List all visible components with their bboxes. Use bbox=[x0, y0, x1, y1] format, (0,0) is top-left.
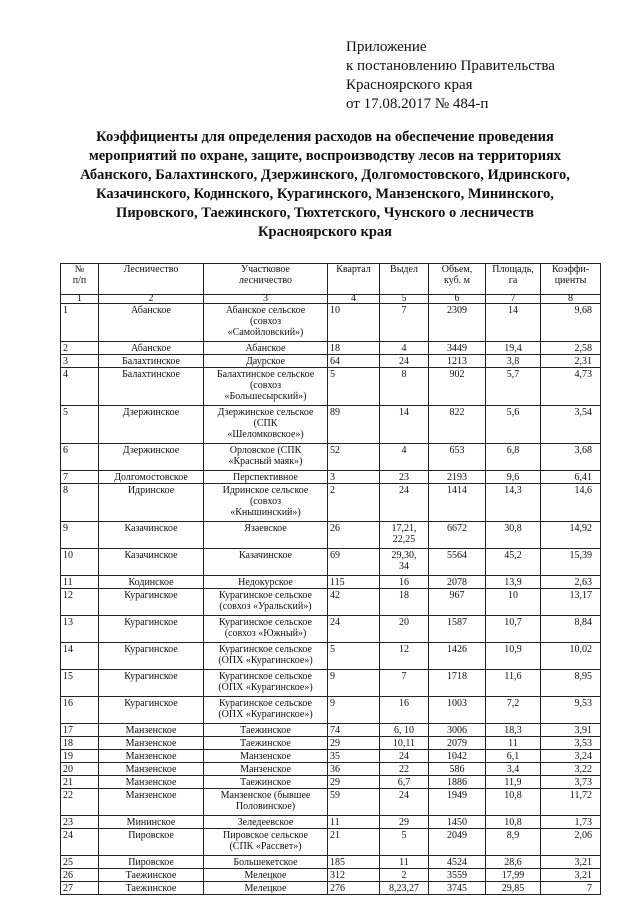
table-cell: 42 bbox=[328, 589, 380, 616]
table-cell: 1450 bbox=[429, 816, 486, 829]
table-cell: 2,31 bbox=[541, 355, 601, 368]
table-cell: 15 bbox=[61, 670, 99, 697]
table-row bbox=[61, 342, 601, 355]
table-row bbox=[61, 882, 601, 895]
table-cell: Идринское bbox=[99, 484, 204, 522]
table-cell: 18 bbox=[380, 589, 429, 616]
column-number: 5 bbox=[380, 295, 429, 304]
table-cell: 21 bbox=[328, 829, 380, 856]
table-cell: Дзержинское сельское (СПК «Шеломковское») bbox=[204, 406, 328, 444]
table-cell: 18,3 bbox=[486, 724, 541, 737]
appendix-line: Приложение bbox=[346, 39, 427, 55]
table-cell: 29,85 bbox=[486, 882, 541, 895]
table-cell: Манзенское bbox=[99, 776, 204, 789]
table-cell: 1414 bbox=[429, 484, 486, 522]
column-number: 1 bbox=[61, 295, 99, 304]
table-cell: 6,1 bbox=[486, 750, 541, 763]
table-cell: 30,8 bbox=[486, 522, 541, 549]
table-cell: 8,95 bbox=[541, 670, 601, 697]
table-row bbox=[61, 724, 601, 737]
table-cell: Пировское сельское (СПК «Рассвет») bbox=[204, 829, 328, 856]
table-cell: 17 bbox=[61, 724, 99, 737]
table-cell: 9,6 bbox=[486, 471, 541, 484]
table-cell: 14 bbox=[380, 406, 429, 444]
table-cell: 2049 bbox=[429, 829, 486, 856]
table-cell: Зеледеевское bbox=[204, 816, 328, 829]
table-cell: Казачинское bbox=[204, 549, 328, 576]
table-cell: Язаевское bbox=[204, 522, 328, 549]
table-cell: 29,30, 34 bbox=[380, 549, 429, 576]
table-cell: 6672 bbox=[429, 522, 486, 549]
table-cell: Кодинское bbox=[99, 576, 204, 589]
table-row bbox=[61, 522, 601, 549]
table-cell: 4524 bbox=[429, 856, 486, 869]
table-cell: Дзержинское bbox=[99, 406, 204, 444]
table-cell: Курагинское сельское (совхоз «Южный») bbox=[204, 616, 328, 643]
table-row bbox=[61, 576, 601, 589]
table-cell: 16 bbox=[380, 697, 429, 724]
table-cell: 11,6 bbox=[486, 670, 541, 697]
table-cell: 3,4 bbox=[486, 763, 541, 776]
table-cell: 25 bbox=[61, 856, 99, 869]
table-cell: Курагинское bbox=[99, 697, 204, 724]
table-cell: 5564 bbox=[429, 549, 486, 576]
table-cell: 8 bbox=[380, 368, 429, 406]
table-cell: Манзенское bbox=[204, 750, 328, 763]
table-cell: Абанское сельское (совхоз «Самойловский») bbox=[204, 304, 328, 342]
table-cell: 64 bbox=[328, 355, 380, 368]
table-cell: Недокурское bbox=[204, 576, 328, 589]
table-cell: 2,58 bbox=[541, 342, 601, 355]
table-cell: 2078 bbox=[429, 576, 486, 589]
table-cell: Абанское bbox=[99, 304, 204, 342]
table-cell: 9 bbox=[328, 670, 380, 697]
table-row bbox=[61, 368, 601, 406]
table-cell: 4,73 bbox=[541, 368, 601, 406]
table-cell: 3,22 bbox=[541, 763, 601, 776]
table-cell: 1426 bbox=[429, 643, 486, 670]
table-row bbox=[61, 471, 601, 484]
table-cell: Мелецкое bbox=[204, 869, 328, 882]
table-cell: 11 bbox=[380, 856, 429, 869]
table-cell: Манзенское bbox=[204, 763, 328, 776]
table-cell: Перспективное bbox=[204, 471, 328, 484]
table-cell: Курагинское bbox=[99, 589, 204, 616]
table-cell: Курагинское сельское (совхоз «Уральский») bbox=[204, 589, 328, 616]
table-cell: Курагинское сельское (ОПХ «Курагинское») bbox=[204, 670, 328, 697]
table-cell: Долгомостовское bbox=[99, 471, 204, 484]
table-row bbox=[61, 444, 601, 471]
table-cell: 5 bbox=[380, 829, 429, 856]
table-cell: 7,2 bbox=[486, 697, 541, 724]
table-row bbox=[61, 670, 601, 697]
table-cell: 10 bbox=[61, 549, 99, 576]
table-cell: 3006 bbox=[429, 724, 486, 737]
column-header: Коэффи- циенты bbox=[541, 264, 601, 295]
table-header bbox=[61, 264, 601, 304]
table-cell: 822 bbox=[429, 406, 486, 444]
column-number: 6 bbox=[429, 295, 486, 304]
table-cell: Курагинское bbox=[99, 616, 204, 643]
column-number: 4 bbox=[328, 295, 380, 304]
table-cell: 2 bbox=[328, 484, 380, 522]
table-cell: 24 bbox=[380, 484, 429, 522]
table-cell: 74 bbox=[328, 724, 380, 737]
table-row bbox=[61, 406, 601, 444]
table-cell: 6,41 bbox=[541, 471, 601, 484]
table-cell: 24 bbox=[328, 616, 380, 643]
table-cell: Балахтинское bbox=[99, 368, 204, 406]
table-cell: 4 bbox=[380, 444, 429, 471]
table-cell: Манзенское bbox=[99, 737, 204, 750]
table-cell: 11,72 bbox=[541, 789, 601, 816]
table-cell: 12 bbox=[61, 589, 99, 616]
table-cell: 10,8 bbox=[486, 789, 541, 816]
table-cell: 3,91 bbox=[541, 724, 601, 737]
table-cell: 902 bbox=[429, 368, 486, 406]
table-row bbox=[61, 355, 601, 368]
table-cell: 6,7 bbox=[380, 776, 429, 789]
table-cell: 11,9 bbox=[486, 776, 541, 789]
table-cell: 59 bbox=[328, 789, 380, 816]
table-cell: Манзенское (бывшее Половинское) bbox=[204, 789, 328, 816]
table-cell: 653 bbox=[429, 444, 486, 471]
appendix-line: к постановлению Правительства bbox=[346, 58, 555, 74]
table-cell: 24 bbox=[61, 829, 99, 856]
table-cell: 185 bbox=[328, 856, 380, 869]
title-line: мероприятий по охране, защите, воспроизводству лесов на территориях bbox=[88, 148, 562, 164]
table-cell: 3,54 bbox=[541, 406, 601, 444]
table-row bbox=[61, 750, 601, 763]
table-cell: 2193 bbox=[429, 471, 486, 484]
title-line: Казачинского, Кодинского, Курагинского, Манзенского, Мининского, bbox=[96, 186, 554, 202]
table-cell: 1003 bbox=[429, 697, 486, 724]
table-cell: 24 bbox=[380, 355, 429, 368]
table-cell: 3,24 bbox=[541, 750, 601, 763]
table-cell: 5 bbox=[328, 368, 380, 406]
table-cell: 4 bbox=[61, 368, 99, 406]
column-header: Выдел bbox=[380, 264, 429, 295]
table-row bbox=[61, 816, 601, 829]
document-title bbox=[30, 128, 620, 242]
table-cell: 2 bbox=[61, 342, 99, 355]
table-cell: Абанское bbox=[99, 342, 204, 355]
table-cell: 35 bbox=[328, 750, 380, 763]
table-cell: 26 bbox=[61, 869, 99, 882]
table-cell: Курагинское bbox=[99, 643, 204, 670]
title-line: Коэффициенты для определения расходов на обеспечение проведения bbox=[96, 129, 554, 145]
table-cell: 18 bbox=[61, 737, 99, 750]
table-cell: 10,11 bbox=[380, 737, 429, 750]
table-cell: 2,06 bbox=[541, 829, 601, 856]
table-cell: 18 bbox=[328, 342, 380, 355]
table-cell: 9,53 bbox=[541, 697, 601, 724]
table-cell: Манзенское bbox=[99, 763, 204, 776]
table-row bbox=[61, 763, 601, 776]
table-cell: 89 bbox=[328, 406, 380, 444]
table-cell: 11 bbox=[328, 816, 380, 829]
table-cell: 13,17 bbox=[541, 589, 601, 616]
table-cell: 10 bbox=[486, 589, 541, 616]
table-cell: 16 bbox=[61, 697, 99, 724]
table-cell: 3449 bbox=[429, 342, 486, 355]
table-cell: 45,2 bbox=[486, 549, 541, 576]
table-cell: Большекетское bbox=[204, 856, 328, 869]
table-cell: Таежинское bbox=[204, 724, 328, 737]
table-cell: 11 bbox=[486, 737, 541, 750]
table-cell: 14,3 bbox=[486, 484, 541, 522]
table-cell: Таежинское bbox=[204, 737, 328, 750]
coefficients-table bbox=[60, 263, 601, 895]
table-cell: 14 bbox=[61, 643, 99, 670]
table-cell: 586 bbox=[429, 763, 486, 776]
table-cell: 17,99 bbox=[486, 869, 541, 882]
table-cell: 24 bbox=[380, 750, 429, 763]
table-cell: Казачинское bbox=[99, 522, 204, 549]
table-cell: Таежинское bbox=[204, 776, 328, 789]
table-cell: 3,8 bbox=[486, 355, 541, 368]
table-cell: Абанское bbox=[204, 342, 328, 355]
table-cell: 7 bbox=[541, 882, 601, 895]
table-cell: Таежинское bbox=[99, 882, 204, 895]
table-cell: 3,21 bbox=[541, 869, 601, 882]
table-cell: Манзенское bbox=[99, 789, 204, 816]
table-cell: 7 bbox=[61, 471, 99, 484]
table-cell: 26 bbox=[328, 522, 380, 549]
title-line: Красноярского края bbox=[258, 224, 392, 240]
table-cell: 2079 bbox=[429, 737, 486, 750]
table-cell: 19 bbox=[61, 750, 99, 763]
table-row bbox=[61, 549, 601, 576]
table-cell: 6, 10 bbox=[380, 724, 429, 737]
table-cell: 10,9 bbox=[486, 643, 541, 670]
table-cell: Манзенское bbox=[99, 724, 204, 737]
table-cell: 13,9 bbox=[486, 576, 541, 589]
table-cell: 3,73 bbox=[541, 776, 601, 789]
table-cell: 115 bbox=[328, 576, 380, 589]
table-row bbox=[61, 737, 601, 750]
table-cell: 2,63 bbox=[541, 576, 601, 589]
table-cell: 2309 bbox=[429, 304, 486, 342]
table-row bbox=[61, 776, 601, 789]
table-cell: 10,02 bbox=[541, 643, 601, 670]
table-cell: Мелецкое bbox=[204, 882, 328, 895]
table-cell: 3745 bbox=[429, 882, 486, 895]
table-row bbox=[61, 616, 601, 643]
table-cell: Казачинское bbox=[99, 549, 204, 576]
table-cell: 28,6 bbox=[486, 856, 541, 869]
table-cell: 3,21 bbox=[541, 856, 601, 869]
table-cell: 4 bbox=[380, 342, 429, 355]
column-header: Квартал bbox=[328, 264, 380, 295]
column-header: Объем, куб. м bbox=[429, 264, 486, 295]
table-cell: 22 bbox=[380, 763, 429, 776]
table-cell: Манзенское bbox=[99, 750, 204, 763]
column-header: Площадь, га bbox=[486, 264, 541, 295]
table-body bbox=[61, 304, 601, 895]
table-cell: 20 bbox=[380, 616, 429, 643]
header-row bbox=[61, 264, 601, 295]
table-cell: 6 bbox=[61, 444, 99, 471]
appendix-line: от 17.08.2017 № 484-п bbox=[346, 96, 489, 112]
table-cell: 3,53 bbox=[541, 737, 601, 750]
table-cell: 19,4 bbox=[486, 342, 541, 355]
table-row bbox=[61, 304, 601, 342]
table-cell: 8,84 bbox=[541, 616, 601, 643]
table-cell: 13 bbox=[61, 616, 99, 643]
table-cell: 36 bbox=[328, 763, 380, 776]
table-cell: 17,21, 22,25 bbox=[380, 522, 429, 549]
table-cell: Пировское bbox=[99, 829, 204, 856]
table-cell: 10 bbox=[328, 304, 380, 342]
table-row bbox=[61, 589, 601, 616]
table-cell: 6,8 bbox=[486, 444, 541, 471]
column-number: 8 bbox=[541, 295, 601, 304]
table-cell: Балахтинское сельское (совхоз «Большесырский») bbox=[204, 368, 328, 406]
table-row bbox=[61, 697, 601, 724]
table-cell: 1042 bbox=[429, 750, 486, 763]
table-cell: 1886 bbox=[429, 776, 486, 789]
column-number: 3 bbox=[204, 295, 328, 304]
table-cell: 1949 bbox=[429, 789, 486, 816]
table-cell: Курагинское сельское (ОПХ «Курагинское») bbox=[204, 697, 328, 724]
table-cell: Орловское (СПК «Красный маяк») bbox=[204, 444, 328, 471]
table-cell: 2 bbox=[380, 869, 429, 882]
table-cell: Балахтинское bbox=[99, 355, 204, 368]
table-cell: 9,68 bbox=[541, 304, 601, 342]
table-cell: Мининское bbox=[99, 816, 204, 829]
table-cell: 15,39 bbox=[541, 549, 601, 576]
table-cell: 29 bbox=[328, 776, 380, 789]
appendix-block bbox=[346, 38, 555, 114]
table-cell: 312 bbox=[328, 869, 380, 882]
table-cell: 14,6 bbox=[541, 484, 601, 522]
table-cell: 29 bbox=[328, 737, 380, 750]
table-row bbox=[61, 869, 601, 882]
table-cell: Даурское bbox=[204, 355, 328, 368]
table-cell: 9 bbox=[328, 697, 380, 724]
table-cell: 9 bbox=[61, 522, 99, 549]
table-cell: 3,68 bbox=[541, 444, 601, 471]
table-cell: 22 bbox=[61, 789, 99, 816]
table-cell: 52 bbox=[328, 444, 380, 471]
table-row bbox=[61, 789, 601, 816]
table-cell: 1213 bbox=[429, 355, 486, 368]
table-cell: Курагинское bbox=[99, 670, 204, 697]
table-cell: 276 bbox=[328, 882, 380, 895]
table-cell: 8,23,27 bbox=[380, 882, 429, 895]
table-cell: 24 bbox=[380, 789, 429, 816]
table-cell: Пировское bbox=[99, 856, 204, 869]
table-cell: 8,9 bbox=[486, 829, 541, 856]
table-cell: Курагинское сельское (ОПХ «Курагинское») bbox=[204, 643, 328, 670]
column-number: 7 bbox=[486, 295, 541, 304]
table-cell: 14 bbox=[486, 304, 541, 342]
table-cell: 69 bbox=[328, 549, 380, 576]
title-line: Пировского, Таежинского, Тюхтетского, Чунского о лесничеств bbox=[116, 205, 534, 221]
table-cell: 1,73 bbox=[541, 816, 601, 829]
table-cell: Идринское сельское (совхоз «Кнышинский») bbox=[204, 484, 328, 522]
table-cell: 23 bbox=[380, 471, 429, 484]
table-cell: 8 bbox=[61, 484, 99, 522]
appendix-line: Красноярского края bbox=[346, 77, 473, 93]
table-cell: 29 bbox=[380, 816, 429, 829]
column-header: Лесничество bbox=[99, 264, 204, 295]
table-cell: 16 bbox=[380, 576, 429, 589]
table-row bbox=[61, 829, 601, 856]
table-cell: 11 bbox=[61, 576, 99, 589]
table-cell: 23 bbox=[61, 816, 99, 829]
table-cell: 7 bbox=[380, 670, 429, 697]
table-cell: 10,7 bbox=[486, 616, 541, 643]
table-cell: 5 bbox=[328, 643, 380, 670]
table-cell: 20 bbox=[61, 763, 99, 776]
title-line: Абанского, Балахтинского, Дзержинского, Долгомостовского, Идринского, bbox=[80, 167, 570, 183]
table-cell: 5,7 bbox=[486, 368, 541, 406]
table-row bbox=[61, 484, 601, 522]
table-cell: 27 bbox=[61, 882, 99, 895]
table-row bbox=[61, 643, 601, 670]
table-cell: 3 bbox=[328, 471, 380, 484]
table-row bbox=[61, 856, 601, 869]
column-header: Участковое лесничество bbox=[204, 264, 328, 295]
table-cell: Дзержинское bbox=[99, 444, 204, 471]
table-cell: 3 bbox=[61, 355, 99, 368]
table-cell: 10,8 bbox=[486, 816, 541, 829]
table-cell: 21 bbox=[61, 776, 99, 789]
table-cell: 5,6 bbox=[486, 406, 541, 444]
table-cell: 3559 bbox=[429, 869, 486, 882]
column-number: 2 bbox=[99, 295, 204, 304]
table-cell: 5 bbox=[61, 406, 99, 444]
table-cell: 967 bbox=[429, 589, 486, 616]
table-cell: 1587 bbox=[429, 616, 486, 643]
table-cell: Таежинское bbox=[99, 869, 204, 882]
column-header: № п/п bbox=[61, 264, 99, 295]
table-cell: 12 bbox=[380, 643, 429, 670]
table-cell: 7 bbox=[380, 304, 429, 342]
table-cell: 1718 bbox=[429, 670, 486, 697]
column-number-row bbox=[61, 295, 601, 304]
table-cell: 14,92 bbox=[541, 522, 601, 549]
table-cell: 1 bbox=[61, 304, 99, 342]
